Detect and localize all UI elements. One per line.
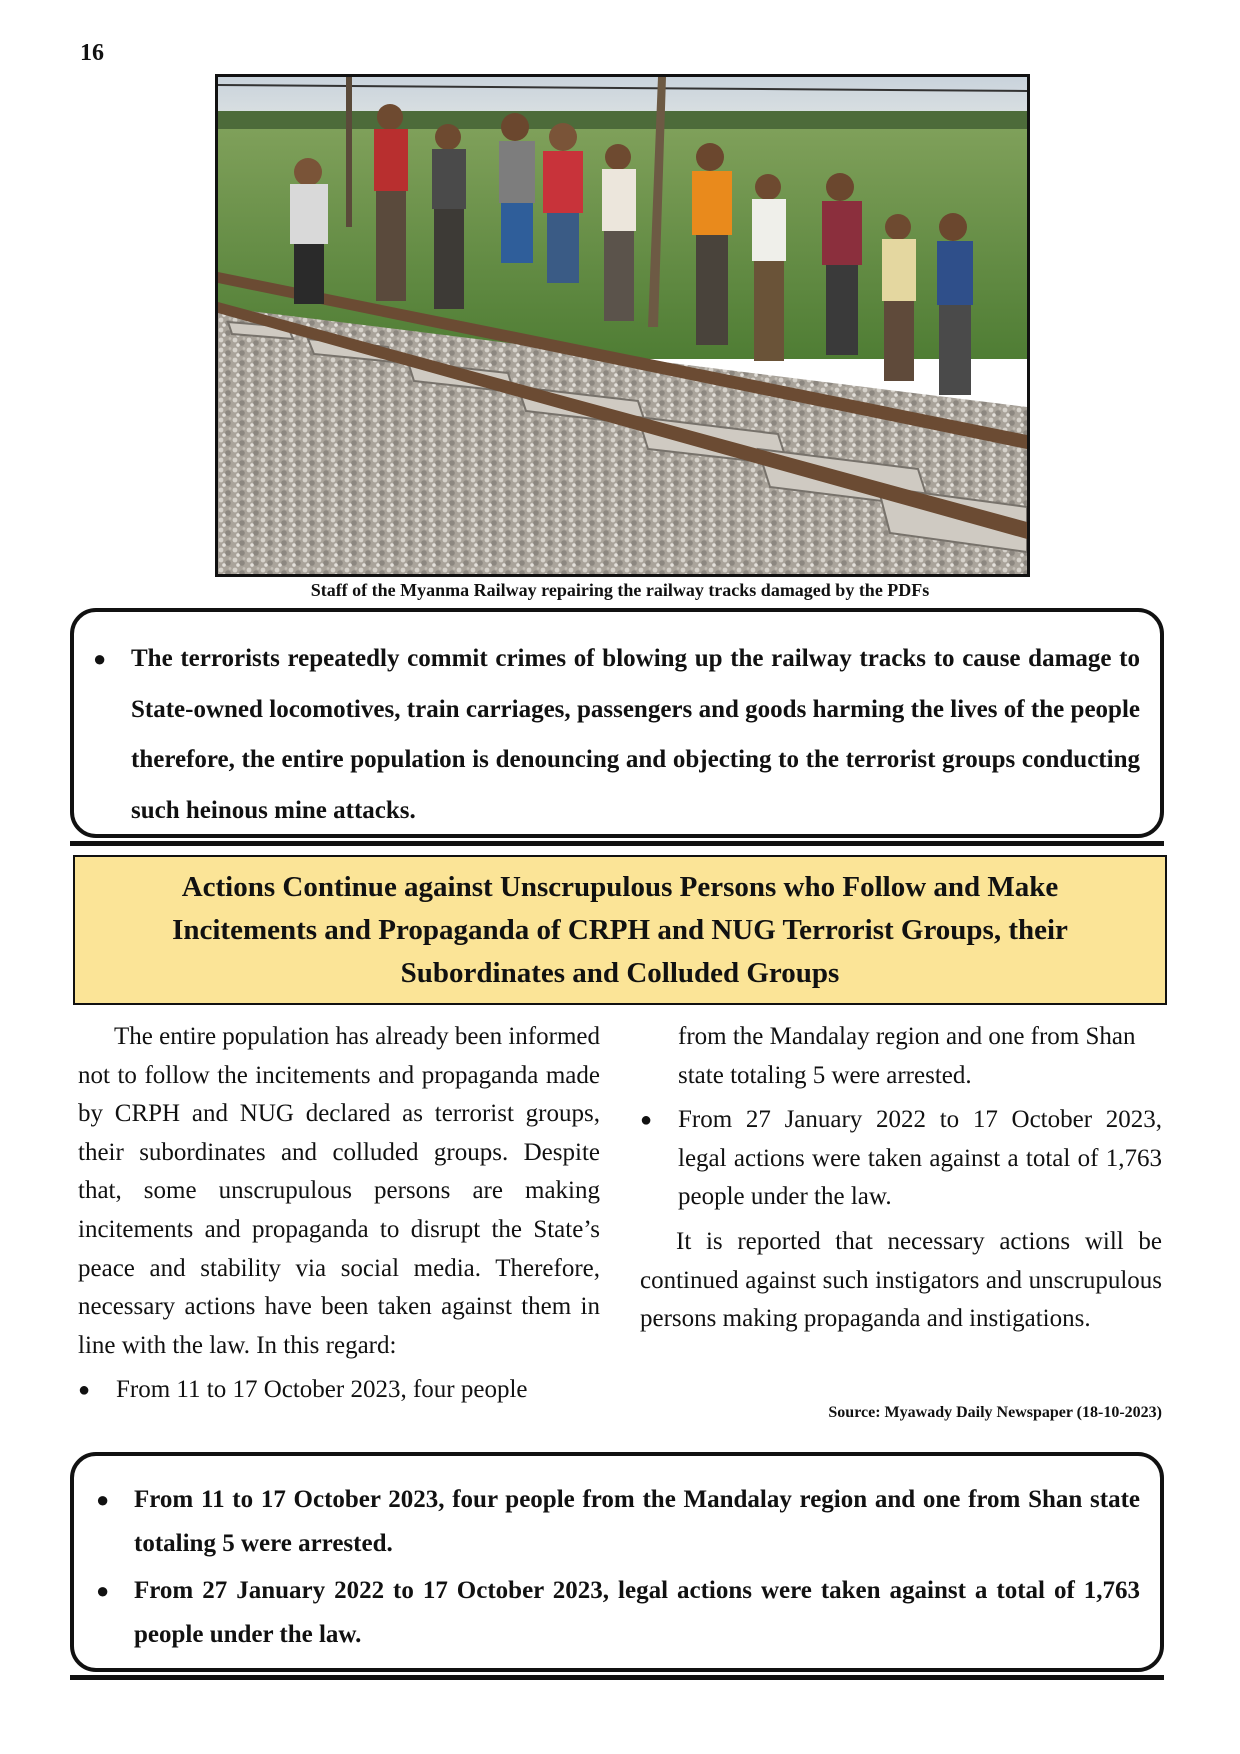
callout-bottom xyxy=(70,1452,1164,1672)
bullet-icon: ● xyxy=(96,1578,110,1603)
bullet-icon: ● xyxy=(93,646,107,671)
section-heading xyxy=(132,866,1108,995)
section-heading-band xyxy=(73,855,1167,1005)
article-column-right xyxy=(640,1018,1162,1339)
page-number: 16 xyxy=(80,40,104,66)
callout-top-list xyxy=(93,634,1140,836)
callout-bottom-item: ● From 27 January 2022 to 17 October 2023, legal actions were taken against a total of 1,763 people under the law. xyxy=(134,1569,1140,1657)
bullet-icon: ● xyxy=(640,1109,653,1132)
section-heading-line: Subordinates and Colluded Groups xyxy=(400,956,840,989)
article-intro: The entire population has already been informed not to follow the incitements and propaganda made by CRPH and NUG declared as terrorist groups, their subordinates and colluded groups. Despite that, some unscrupulous persons are making incitements and propaganda to disrupt the State’s peace and stability via social media. Therefore, necessary actions have been taken against them in line with the law. In this regard: xyxy=(78,1023,600,1359)
bullet-icon: ● xyxy=(96,1487,110,1512)
bullet-icon: ● xyxy=(78,1379,91,1402)
section-heading-line: Incitements and Propaganda of CRPH and NUG Terrorist Groups, their xyxy=(172,913,1068,946)
article-closing: It is reported that necessary actions will be continued against such instigators and unscrupulous persons making propaganda and instigations. xyxy=(640,1227,1162,1333)
article-column-left xyxy=(78,1018,600,1410)
article-bullet: ● From 27 January 2022 to 17 October 2023, legal actions were taken against a total of 1,763 people under the law. xyxy=(640,1101,1162,1217)
railway-repair-photo xyxy=(215,74,1030,577)
section-heading-line: Actions Continue against Unscrupulous Persons who Follow and Make xyxy=(181,870,1059,903)
article-source: Source: Myawady Daily Newspaper (18-10-2023) xyxy=(828,1404,1162,1421)
callout-bottom-item: ● From 11 to 17 October 2023, four people from the Mandalay region and one from Shan state totaling 5 were arrested. xyxy=(134,1478,1140,1566)
article-bullet: ● From 11 to 17 October 2023, four people xyxy=(78,1371,600,1410)
callout-top xyxy=(70,608,1164,838)
article-bullet-continued: from the Mandalay region and one from Shan state totaling 5 were arrested. xyxy=(678,1023,1136,1089)
photo-caption: Staff of the Myanma Railway repairing the railway tracks damaged by the PDFs xyxy=(310,580,930,600)
railway-repair-photo-illustration xyxy=(218,77,1027,574)
callout-top-item: ● The terrorists repeatedly commit crimes of blowing up the railway tracks to cause damage to State-owned locomotives, train carriages, passengers and goods harming the lives of the people therefore, the entire population is denouncing and objecting to the terrorist groups conducting such heinous mine attacks. xyxy=(131,634,1140,836)
callout-bottom-list xyxy=(96,1478,1140,1657)
